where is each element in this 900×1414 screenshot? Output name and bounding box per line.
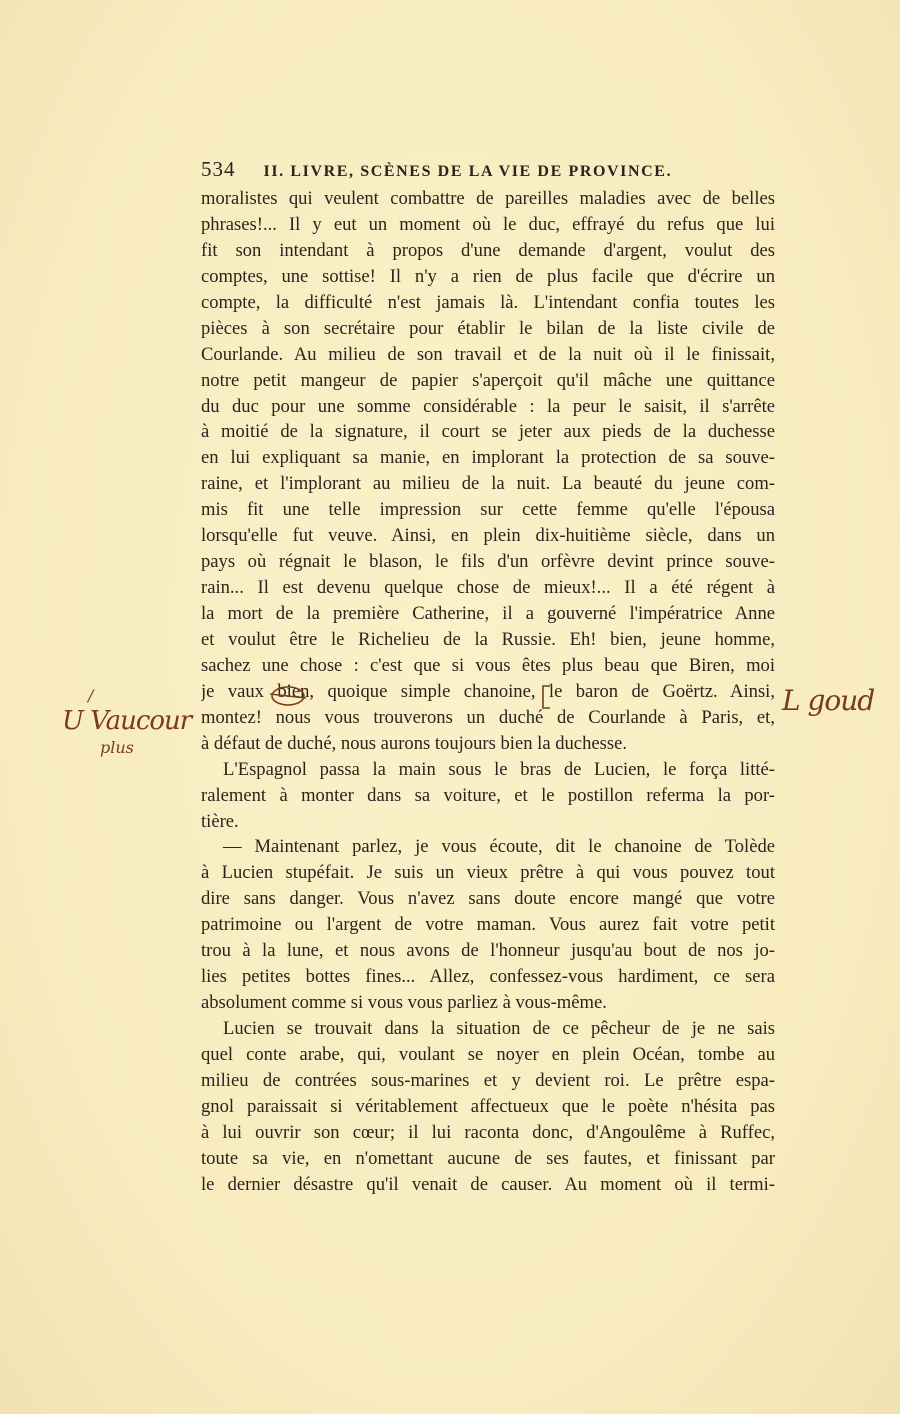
text-line: à Lucien stupéfait. Je suis un vieux prêtre à qui vous pouvez tout bbox=[201, 862, 775, 884]
handwritten-bracket-mark bbox=[540, 684, 552, 710]
text-line: moralistes qui veulent combattre de pareilles maladies avec de belles bbox=[201, 188, 775, 209]
running-title: II. LIVRE, SCÈNES DE LA VIE DE PROVINCE. bbox=[263, 163, 673, 180]
margin-annotation-right: L goud bbox=[782, 684, 875, 717]
text-line: toute sa vie, en n'omettant aucune de ses fautes, et finissant par bbox=[201, 1147, 775, 1169]
text-line: pièces à son secrétaire pour établir le bilan de la liste civile de bbox=[201, 317, 775, 339]
text-line: comptes, une sottise! Il n'y a rien de plus facile que d'écrire un bbox=[201, 265, 775, 287]
paragraph-start-line: L'Espagnol passa la main sous le bras de Lucien, le força litté- bbox=[223, 758, 775, 780]
text-line: ralement à monter dans sa voiture, et le postillon referma la por- bbox=[201, 784, 775, 806]
text-line: lies petites bottes fines... Allez, confessez-vous hardiment, ce sera bbox=[201, 966, 775, 988]
text-line: à lui ouvrir son cœur; il lui raconta donc, d'Angoulême à Ruffec, bbox=[201, 1121, 775, 1143]
text-line: notre petit mangeur de papier s'aperçoit qu'il mâche une quittance bbox=[201, 369, 775, 391]
text-line: du duc pour une somme considérable : la peur le saisit, il s'arrête bbox=[201, 395, 775, 417]
text-line: lorsqu'elle fut veuve. Ainsi, en plein dix-huitième siècle, dans un bbox=[201, 525, 775, 547]
text-line: je vaux bien, quoique simple chanoine, le baron de Goërtz. Ainsi, bbox=[201, 680, 775, 702]
text-line: Courlande. Au milieu de son travail et de la nuit où il le finissait, bbox=[201, 343, 775, 365]
text-line: à moitié de la signature, il court se jeter aux pieds de la duchesse bbox=[201, 421, 775, 443]
running-header bbox=[201, 157, 781, 183]
margin-annotation-left-sub: plus bbox=[100, 738, 134, 757]
margin-annotation-mark: / bbox=[88, 686, 94, 705]
page-number: 534 bbox=[201, 157, 236, 181]
text-line: dire sans danger. Vous n'avez sans doute encore mangé que votre bbox=[201, 888, 775, 910]
paragraph-start-line: — Maintenant parlez, je vous écoute, dit le chanoine de Tolède bbox=[223, 836, 775, 858]
text-line: sachez une chose : c'est que si vous êtes plus beau que Biren, moi bbox=[201, 654, 775, 676]
text-line: trou à la lune, et nous avons de l'honneur jusqu'au bout de nos jo- bbox=[201, 940, 775, 962]
margin-annotation-left: U Vaucour bbox=[62, 706, 192, 736]
text-line: en lui expliquant sa manie, en implorant la protection de sa souve- bbox=[201, 447, 775, 469]
text-line: patrimoine ou l'argent de votre maman. Vous aurez fait votre petit bbox=[201, 914, 775, 936]
paragraph-start-line: Lucien se trouvait dans la situation de ce pêcheur de je ne sais bbox=[223, 1018, 775, 1039]
text-line: à défaut de duché, nous aurons toujours bien la duchesse. bbox=[201, 732, 627, 754]
text-line: gnol paraissait si véritablement affectueux que le poète n'hésita pas bbox=[201, 1095, 775, 1117]
text-line: fit son intendant à propos d'une demande d'argent, voulut des bbox=[201, 239, 775, 261]
text-line: mis fit une telle impression sur cette femme qu'elle l'épousa bbox=[201, 499, 775, 521]
text-line: le dernier désastre qu'il venait de causer. Au moment où il termi- bbox=[201, 1173, 775, 1195]
text-line: milieu de contrées sous-marines et y devient roi. Le prêtre espa- bbox=[201, 1069, 775, 1091]
text-line: rain... Il est devenu quelque chose de mieux!... Il a été régent à bbox=[201, 577, 775, 599]
text-line: compte, la difficulté n'est jamais là. L'intendant confia toutes les bbox=[201, 291, 775, 313]
handwritten-circle-mark bbox=[268, 684, 308, 708]
text-line: raine, et l'implorant au milieu de la nuit. La beauté du jeune com- bbox=[201, 473, 775, 495]
text-line: la mort de la première Catherine, il a gouverné l'impératrice Anne bbox=[201, 603, 775, 624]
text-line: phrases!... Il y eut un moment où le duc, effrayé du refus que lui bbox=[201, 213, 775, 235]
text-line: montez! nous vous trouverons un duché de Courlande à Paris, et, bbox=[201, 706, 775, 728]
text-line: absolument comme si vous vous parliez à vous-même. bbox=[201, 992, 607, 1014]
text-line: et voulut être le Richelieu de la Russie. Eh! bien, jeune homme, bbox=[201, 628, 775, 650]
text-line: tière. bbox=[201, 810, 239, 832]
text-line: pays où régnait le blason, le fils d'un orfèvre devint prince souve- bbox=[201, 551, 775, 573]
text-line: quel conte arabe, qui, voulant se noyer en plein Océan, tombe au bbox=[201, 1043, 775, 1065]
